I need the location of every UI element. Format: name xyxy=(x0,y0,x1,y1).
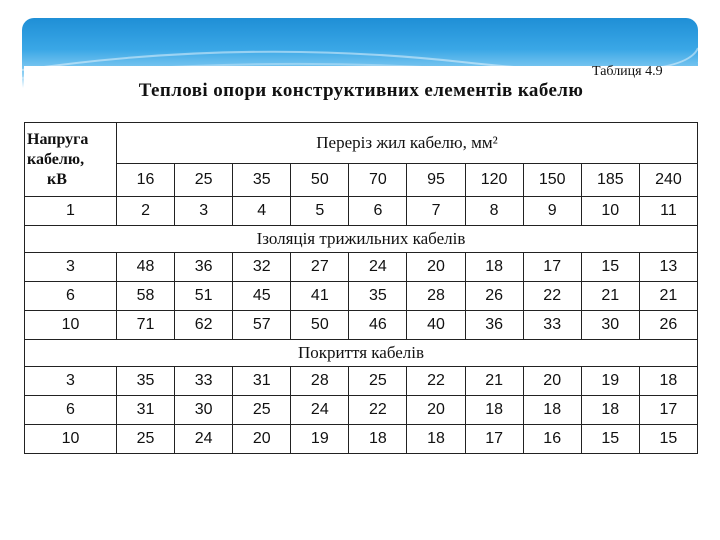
table-cell: 58 xyxy=(117,282,175,311)
table-cell: 25 xyxy=(233,396,291,425)
table-cell: 33 xyxy=(523,311,581,340)
table-cell: 32 xyxy=(233,253,291,282)
table-cell: 18 xyxy=(581,396,639,425)
voltage-header-line: кВ xyxy=(47,170,67,188)
table-cell: 40 xyxy=(407,311,465,340)
table-cell: 120 xyxy=(465,164,523,197)
table-cell: 70 xyxy=(349,164,407,197)
table-cell: 28 xyxy=(407,282,465,311)
table-cell: 24 xyxy=(291,396,349,425)
table-cell: 33 xyxy=(175,367,233,396)
table-cell: 6 xyxy=(25,282,117,311)
table-cell: 45 xyxy=(233,282,291,311)
table-cell: 71 xyxy=(117,311,175,340)
table-sheet xyxy=(24,64,698,447)
table-cell: 17 xyxy=(639,396,697,425)
table-cell: 95 xyxy=(407,164,465,197)
table-cell: 17 xyxy=(465,425,523,454)
table-cell: 26 xyxy=(639,311,697,340)
table-cell: 150 xyxy=(523,164,581,197)
table-cell: 35 xyxy=(117,367,175,396)
voltage-header-line: кабелю, xyxy=(27,150,85,168)
table-cell: 18 xyxy=(407,425,465,454)
table-cell: 22 xyxy=(407,367,465,396)
table-cell: 15 xyxy=(639,425,697,454)
table-cell: 3 xyxy=(175,197,233,226)
table-cell: 18 xyxy=(465,253,523,282)
table-cell: 21 xyxy=(465,367,523,396)
table-cell: 19 xyxy=(581,367,639,396)
table-cell: 31 xyxy=(117,396,175,425)
table-cell: 30 xyxy=(581,311,639,340)
table-cell: 27 xyxy=(291,253,349,282)
table-cell: 24 xyxy=(349,253,407,282)
table-cell: 21 xyxy=(581,282,639,311)
table-cell: 20 xyxy=(523,367,581,396)
table-cell: 22 xyxy=(349,396,407,425)
table-cell: 24 xyxy=(175,425,233,454)
section-title: Покриття кабелів xyxy=(25,340,698,367)
table-cell: 5 xyxy=(291,197,349,226)
table-cell: 13 xyxy=(639,253,697,282)
table-cell: 6 xyxy=(25,396,117,425)
table-cell: 35 xyxy=(349,282,407,311)
table-cell: 20 xyxy=(407,396,465,425)
table-cell: 2 xyxy=(117,197,175,226)
table-cell: 25 xyxy=(117,425,175,454)
table-cell: 8 xyxy=(465,197,523,226)
table-cell: 185 xyxy=(581,164,639,197)
table-cell: 18 xyxy=(639,367,697,396)
table-cell: 18 xyxy=(465,396,523,425)
table-cell: 51 xyxy=(175,282,233,311)
table-cell: 4 xyxy=(233,197,291,226)
table-cell: 19 xyxy=(291,425,349,454)
table-cell: 20 xyxy=(407,253,465,282)
table-cell: 11 xyxy=(639,197,697,226)
table-row xyxy=(25,396,698,425)
table-cell: 15 xyxy=(581,425,639,454)
table-cell: 50 xyxy=(291,164,349,197)
table-cell: 15 xyxy=(581,253,639,282)
table-cell: 57 xyxy=(233,311,291,340)
table-cell: 240 xyxy=(639,164,697,197)
table-cell: 36 xyxy=(175,253,233,282)
table-cell: 3 xyxy=(25,253,117,282)
table-cell: 46 xyxy=(349,311,407,340)
table-cell: 62 xyxy=(175,311,233,340)
table-cell: 18 xyxy=(349,425,407,454)
table-row xyxy=(25,311,698,340)
table-row xyxy=(25,425,698,454)
index-row xyxy=(25,197,698,226)
table-number-label: Таблиця 4.9 xyxy=(592,64,663,79)
table-cell: 3 xyxy=(25,367,117,396)
table-cell: 1 xyxy=(25,197,117,226)
thermal-resistance-table xyxy=(24,122,698,454)
table-cell: 18 xyxy=(523,396,581,425)
table-cell: 30 xyxy=(175,396,233,425)
table-cell: 28 xyxy=(291,367,349,396)
table-cell: 48 xyxy=(117,253,175,282)
table-cell: 10 xyxy=(25,311,117,340)
table-cell: 10 xyxy=(25,425,117,454)
table-row xyxy=(25,367,698,396)
table-cell: 25 xyxy=(175,164,233,197)
table-cell: 9 xyxy=(523,197,581,226)
table-cell: 50 xyxy=(291,311,349,340)
table-row xyxy=(25,282,698,311)
table-cell: 31 xyxy=(233,367,291,396)
table-cell: 26 xyxy=(465,282,523,311)
table-cell: 16 xyxy=(117,164,175,197)
voltage-header-line: Напруга xyxy=(27,130,89,148)
table-cell: 10 xyxy=(581,197,639,226)
table-title: Теплові опори конструктивних елементів кабелю xyxy=(138,80,584,101)
table-cell: 7 xyxy=(407,197,465,226)
table-cell: 20 xyxy=(233,425,291,454)
table-cell: 35 xyxy=(233,164,291,197)
cross-section-header: Переріз жил кабелю, мм² xyxy=(117,123,698,164)
table-cell: 25 xyxy=(349,367,407,396)
section-title: Ізоляція трижильних кабелів xyxy=(25,226,698,253)
table-cell: 6 xyxy=(349,197,407,226)
voltage-header xyxy=(25,123,117,197)
table-cell: 36 xyxy=(465,311,523,340)
table-cell: 41 xyxy=(291,282,349,311)
table-row xyxy=(25,253,698,282)
table-cell: 17 xyxy=(523,253,581,282)
table-cell: 22 xyxy=(523,282,581,311)
table-cell: 21 xyxy=(639,282,697,311)
size-row xyxy=(25,164,698,197)
table-cell: 16 xyxy=(523,425,581,454)
